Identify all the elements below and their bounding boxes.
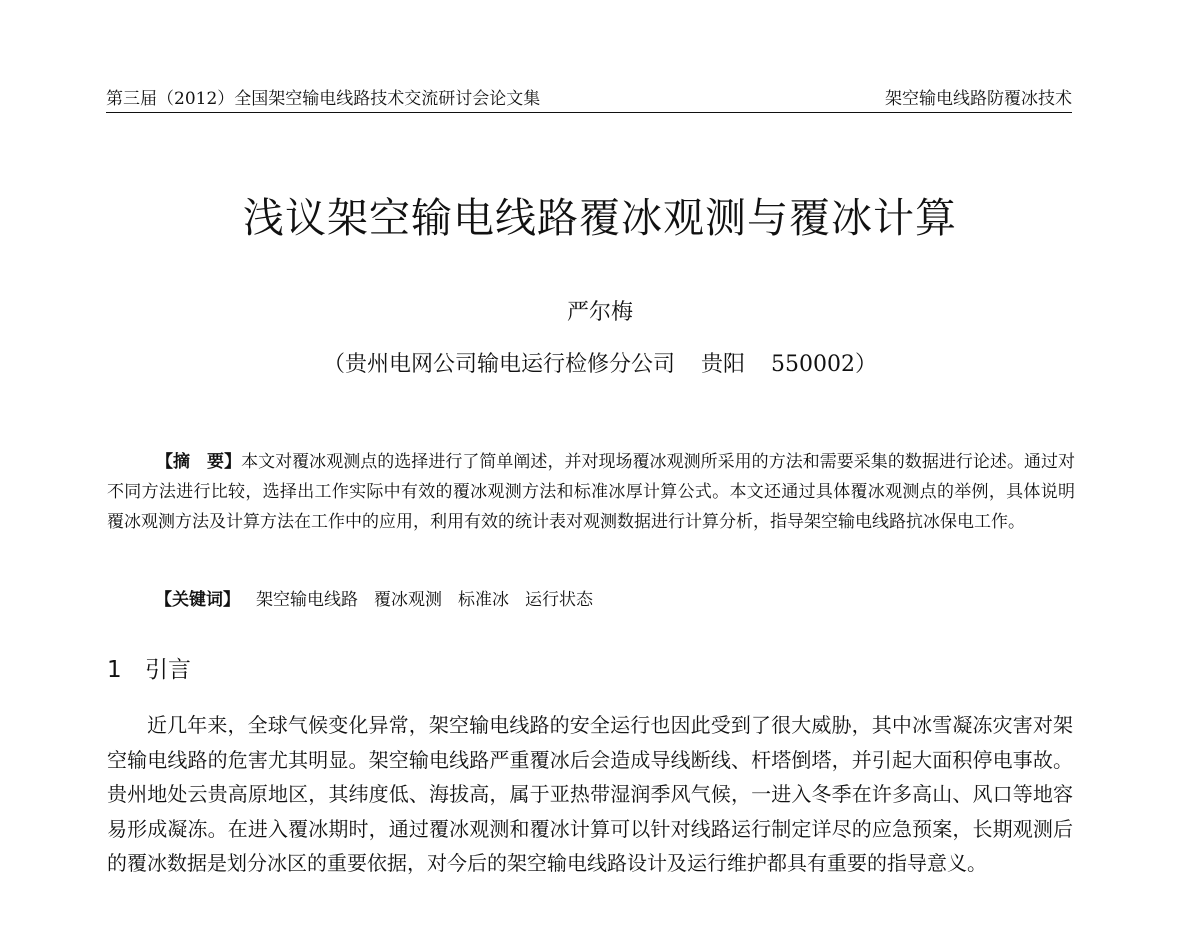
keyword: 运行状态 — [525, 590, 593, 610]
author-name: 严尔梅 — [566, 300, 633, 325]
affiliation-close-paren: ） — [855, 352, 878, 377]
section-title: 引言 — [145, 657, 191, 683]
keywords-label: 【关键词】 — [155, 590, 240, 610]
header-section-title: 架空输电线路防覆冰技术 — [885, 89, 1072, 109]
keyword: 覆冰观测 — [374, 590, 442, 610]
affiliation-open-paren: （ — [322, 352, 345, 377]
author-affiliation — [0, 350, 1200, 380]
section-heading — [107, 654, 191, 686]
affiliation-postcode: 550002 — [771, 352, 855, 377]
section-number: 1 — [107, 657, 122, 683]
keyword: 架空输电线路 — [256, 590, 358, 610]
paper-title: 浅议架空输电线路覆冰观测与覆冰计算 — [243, 194, 957, 242]
abstract — [107, 447, 1075, 537]
keyword: 标准冰 — [458, 590, 509, 610]
header-proceedings-title: 第三届（2012）全国架空输电线路技术交流研讨会论文集 — [106, 89, 541, 109]
body-paragraph: 近几年来，全球气候变化异常，架空输电线路的安全运行也因此受到了很大威胁，其中冰雪凝冻灾害对架空输电线路的危害尤其明显。架空输电线路严重覆冰后会造成导线断线、杆塔倒塔，并引起大面积停电事故。贵州地处云贵高原地区，其纬度低、海拔高，属于亚热带湿润季风气候，一进入冬季在许多高山、风口等地容易形成凝冻。在进入覆冰期时，通过覆冰观测和覆冰计算可以针对线路运行制定详尽的应急预案，长期观测后的覆冰数据是划分冰区的重要依据，对今后的架空输电线路设计及运行维护都具有重要的指导意义。 — [107, 713, 1073, 876]
affiliation-city: 贵阳 — [701, 352, 746, 377]
keywords — [155, 585, 593, 615]
affiliation-organization: 贵州电网公司输电运行检修分公司 — [344, 352, 675, 377]
abstract-text: 本文对覆冰观测点的选择进行了简单阐述，并对现场覆冰观测所采用的方法和需要采集的数据进行论述。通过对不同方法进行比较，选择出工作实际中有效的覆冰观测方法和标准冰厚计算公式。本文还通过具体覆冰观测点的举例，具体说明覆冰观测方法及计算方法在工作中的应用，利用有效的统计表对观测数据进行计算分析，指导架空输电线路抗冰保电工作。 — [107, 452, 1076, 532]
running-header — [106, 86, 1072, 113]
abstract-label: 【摘 要】 — [156, 452, 242, 472]
